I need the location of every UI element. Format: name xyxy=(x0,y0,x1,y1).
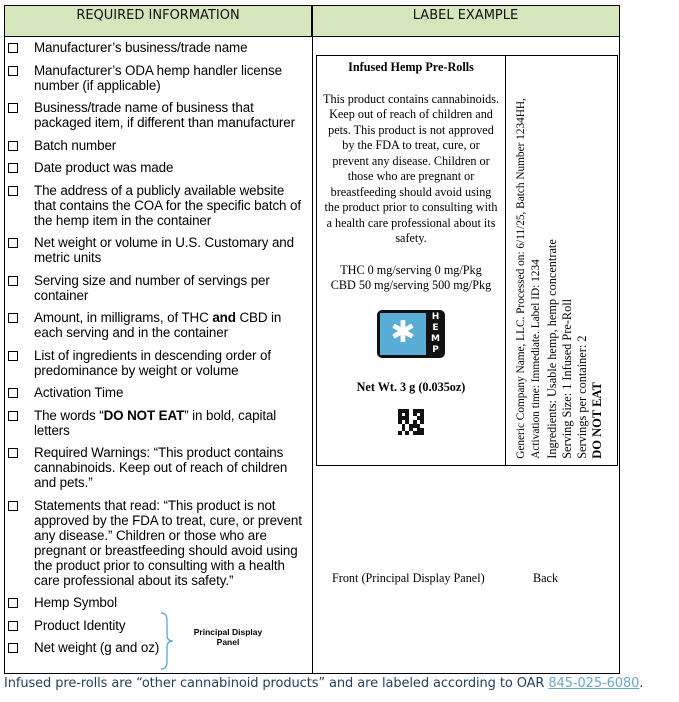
product-identity: Infused Hemp Pre-Rolls xyxy=(348,60,474,74)
requirement-text: Required Warnings: “This product contains cannabinoids. Keep out of reach of children and pets.” xyxy=(34,445,288,490)
checkbox[interactable] xyxy=(8,238,18,248)
requirement-item xyxy=(8,138,304,153)
checkbox[interactable] xyxy=(8,43,18,53)
requirement-text: Date product was made xyxy=(34,160,174,175)
requirement-item xyxy=(8,445,304,490)
checkbox[interactable] xyxy=(8,163,18,173)
back-do-not-eat: DO NOT EAT xyxy=(590,382,605,459)
requirement-item xyxy=(8,160,304,175)
back-activation-line: Activation time: Immediate. Label ID: 1234 xyxy=(530,259,543,459)
label-back-panel xyxy=(506,56,617,465)
checkbox[interactable] xyxy=(8,598,18,608)
qr-code-icon xyxy=(398,409,424,435)
requirement-item xyxy=(8,595,304,610)
back-company-line: Generic Company Name, LLC. Processed on: 6/11/25, Batch Number 1234HH, xyxy=(515,98,527,459)
requirement-text: The words “DO NOT EAT” in bold, capital letters xyxy=(34,407,277,438)
requirement-item xyxy=(8,310,304,340)
requirement-text: Product Identity xyxy=(34,617,126,633)
footer-note: Infused pre-rolls are “other cannabinoid products” and are labeled according to OAR 845-025-6080. xyxy=(4,676,644,691)
requirement-text: Activation Time xyxy=(34,385,124,400)
checkbox[interactable] xyxy=(8,351,18,361)
requirement-item xyxy=(8,348,304,378)
requirement-text: The address of a publicly available website that contains the COA for the specific batch of the hemp item in the container xyxy=(34,182,301,228)
requirement-text: Statements that read: “This product is not approved by the FDA to treat, cure, or prevent any disease.” Children or those who are pregnant or breastfeeding should avoid using the product prior to consulting with a health care professional about its safety.” xyxy=(34,497,302,588)
principal-display-panel-label: Principal Display Panel xyxy=(193,627,263,647)
header-label-example: LABEL EXAMPLE xyxy=(312,6,619,37)
hemp-word: H E M P xyxy=(431,311,440,355)
footer-text: Infused pre-rolls are “other cannabinoid products” and are labeled according to OAR xyxy=(4,676,549,691)
requirement-text: Net weight or volume in U.S. Customary and metric units xyxy=(34,235,295,265)
net-weight: Net Wt. 3 g (0.035oz) xyxy=(356,379,466,394)
checkbox[interactable] xyxy=(8,388,18,398)
requirement-item xyxy=(8,498,304,588)
checkbox[interactable] xyxy=(8,141,18,151)
checkbox[interactable] xyxy=(8,448,18,458)
label-warning-text: This product contains cannabinoids. Keep out of reach of children and pets. This product is not approved by the FDA to treat, cure, or prevent any disease. Children or those who are pregnant or breastfeeding should avoid using the product prior to consulting with a health care professional about its safety. xyxy=(323,91,500,245)
requirement-item xyxy=(8,408,304,438)
requirement-text: Serving size and number of servings per container xyxy=(34,272,270,303)
back-ingredients-line: Ingredients: Usable hemp, hemp concentrate xyxy=(544,239,559,459)
back-caption: Back xyxy=(533,571,559,585)
requirement-text: List of ingredients in descending order of predominance by weight or volume xyxy=(34,347,271,378)
requirement-text: Manufacturer’s ODA hemp handler license number (if applicable) xyxy=(34,62,282,93)
checkbox[interactable] xyxy=(8,186,18,196)
back-serving-size-line: Serving Size: 1 Infused Pre-Roll xyxy=(559,299,574,459)
label-front-panel xyxy=(317,56,505,435)
requirement-item xyxy=(8,385,304,400)
checkbox[interactable] xyxy=(8,66,18,76)
requirement-item xyxy=(8,183,304,228)
requirement-item xyxy=(8,40,304,55)
oar-link[interactable]: 845-025-6080 xyxy=(548,676,640,691)
requirement-item xyxy=(8,273,304,303)
thc-content: THC 0 mg/serving 0 mg/Pkg xyxy=(340,262,482,277)
cannabis-leaf-icon: ✱ xyxy=(390,315,416,349)
cbd-content: CBD 50 mg/serving 500 mg/Pkg xyxy=(330,278,492,292)
checkbox[interactable] xyxy=(8,501,18,511)
column-divider xyxy=(312,6,313,673)
requirement-item xyxy=(8,235,304,265)
requirement-text: Hemp Symbol xyxy=(34,595,117,610)
requirement-item xyxy=(8,63,304,93)
requirement-text: Amount, in milligrams, of THC and CBD in each serving and in the container xyxy=(34,310,282,340)
checkbox[interactable] xyxy=(8,411,18,421)
requirement-text: Net weight (g and oz) xyxy=(34,640,160,655)
brace-icon xyxy=(160,612,174,670)
checkbox[interactable] xyxy=(8,103,18,113)
hemp-symbol-icon xyxy=(377,310,445,358)
requirement-item xyxy=(8,100,304,130)
header-required-information: REQUIRED INFORMATION xyxy=(5,6,312,37)
front-caption: Front (Principal Display Panel) xyxy=(332,571,485,585)
label-example xyxy=(316,55,618,466)
cannabinoid-content xyxy=(317,263,505,294)
back-servings-line: Servings per container: 2 xyxy=(575,335,590,459)
checkbox[interactable] xyxy=(8,276,18,286)
requirements-checklist xyxy=(8,40,304,663)
checkbox[interactable] xyxy=(8,643,18,653)
requirement-text: Manufacturer’s business/trade name xyxy=(34,40,248,55)
requirement-text: Batch number xyxy=(34,137,117,153)
checkbox[interactable] xyxy=(8,313,18,323)
checkbox[interactable] xyxy=(8,621,18,631)
requirement-text: Business/trade name of business that packaged item, if different than manufacturer xyxy=(34,100,295,130)
